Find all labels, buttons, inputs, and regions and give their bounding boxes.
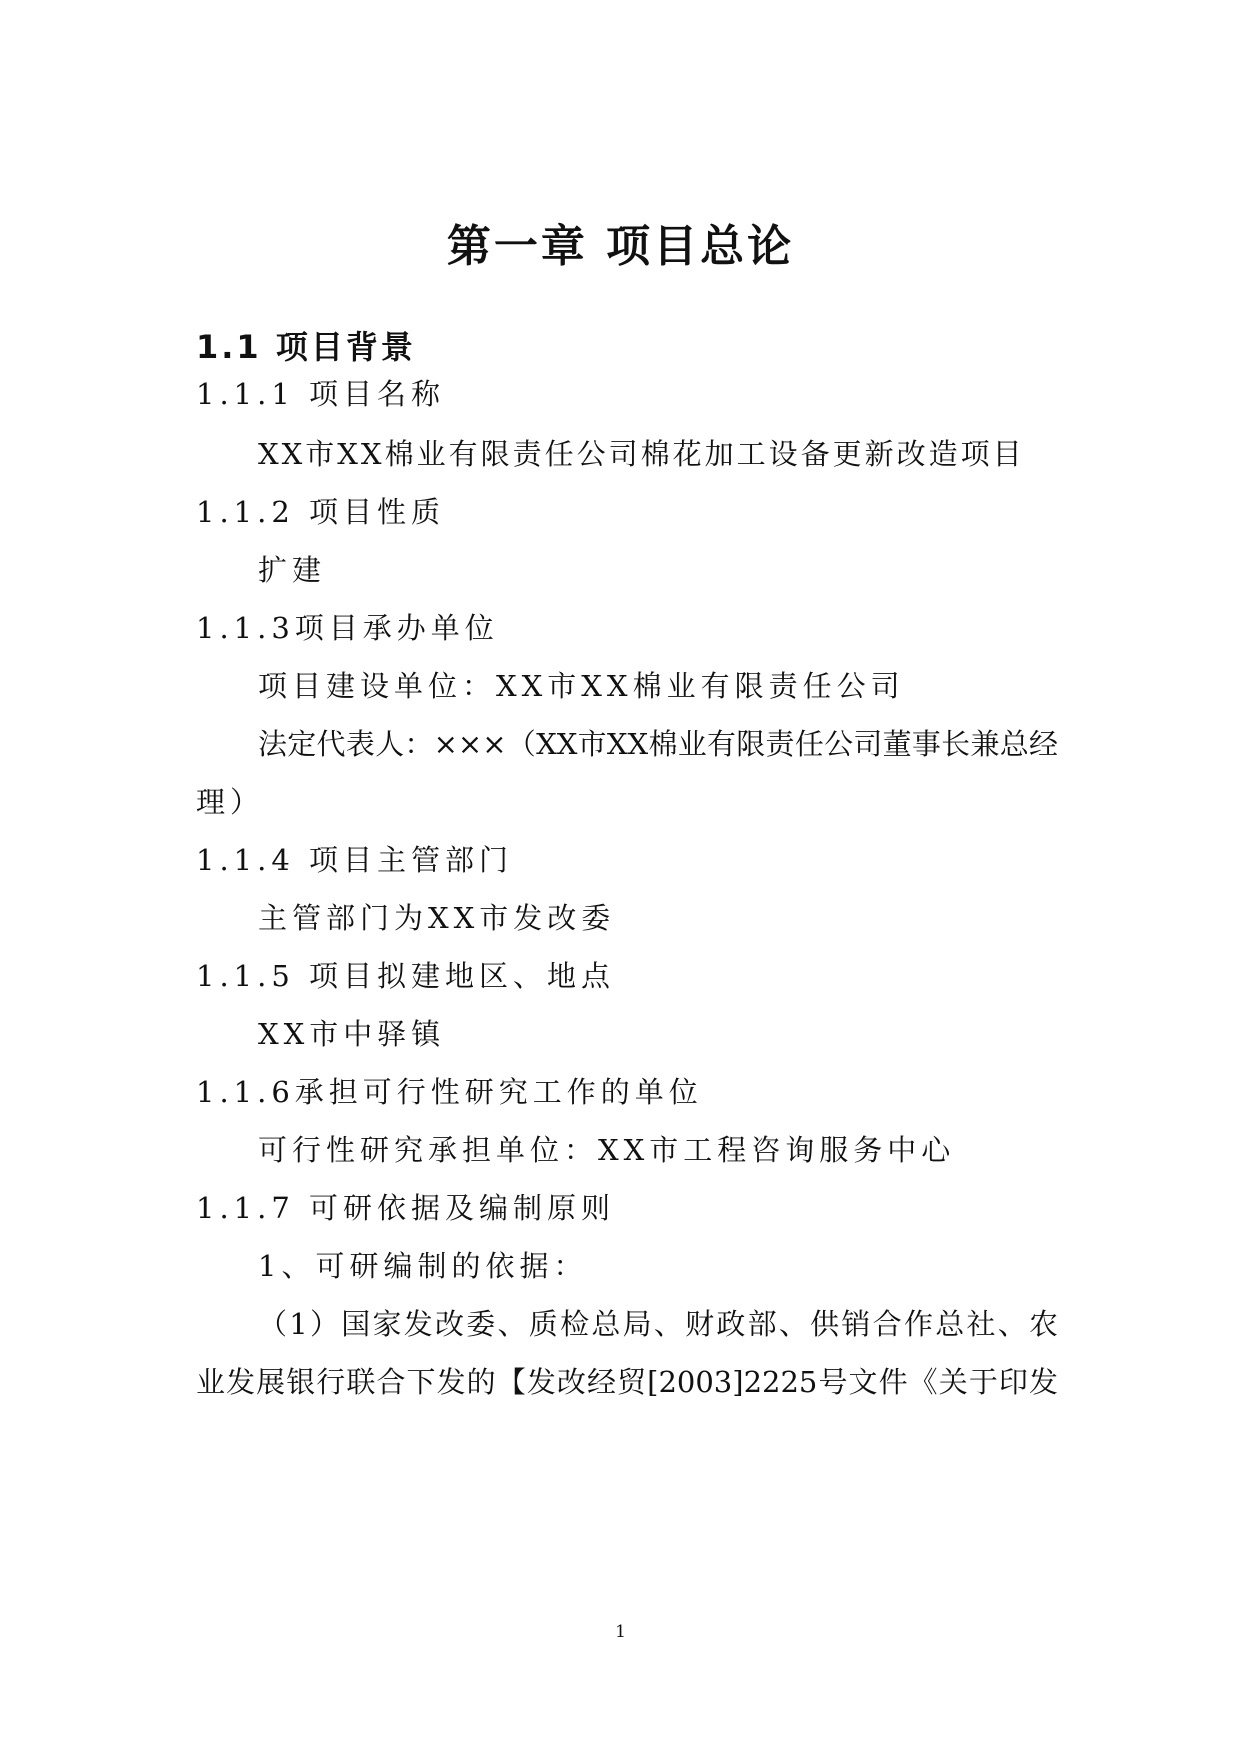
subsection-heading-nature: 1.1.2 项目性质 [196, 495, 446, 529]
project-name-value: XX市XX棉业有限责任公司棉花加工设备更新改造项目 [258, 437, 1025, 471]
authority-value: 主管部门为XX市发改委 [258, 901, 616, 935]
chapter-title: 第一章 项目总论 [446, 221, 795, 272]
legal-representative-continuation: 理） [196, 785, 265, 819]
basis-subheading: 1、可研编制的依据： [258, 1249, 588, 1283]
subsection-heading-location: 1.1.5 项目拟建地区、地点 [196, 959, 616, 993]
location-value: XX市中驿镇 [258, 1017, 446, 1051]
basis-paragraph-line2: 业发展银行联合下发的【发改经贸[2003]2225号文件《关于印发 [196, 1365, 1058, 1399]
subsection-heading-undertaker: 1.1.3项目承办单位 [196, 611, 499, 645]
project-nature-value: 扩建 [258, 553, 327, 587]
page-number: 1 [615, 1622, 626, 1642]
study-unit-value: 可行性研究承担单位：XX市工程咨询服务中心 [258, 1133, 956, 1167]
legal-representative-line: 法定代表人：×××（XX市XX棉业有限责任公司董事长兼总经 [258, 727, 1058, 761]
undertaker-unit-value: 项目建设单位：XX市XX棉业有限责任公司 [258, 669, 905, 703]
subsection-heading-authority: 1.1.4 项目主管部门 [196, 843, 514, 877]
subsection-heading-basis: 1.1.7 可研依据及编制原则 [196, 1191, 616, 1225]
subsection-heading-name: 1.1.1 项目名称 [196, 377, 446, 411]
section-title: 1.1 项目背景 [196, 328, 416, 366]
subsection-heading-study-unit: 1.1.6承担可行性研究工作的单位 [196, 1075, 703, 1109]
basis-paragraph-line1: （1）国家发改委、质检总局、财政部、供销合作总社、农 [258, 1307, 1058, 1341]
